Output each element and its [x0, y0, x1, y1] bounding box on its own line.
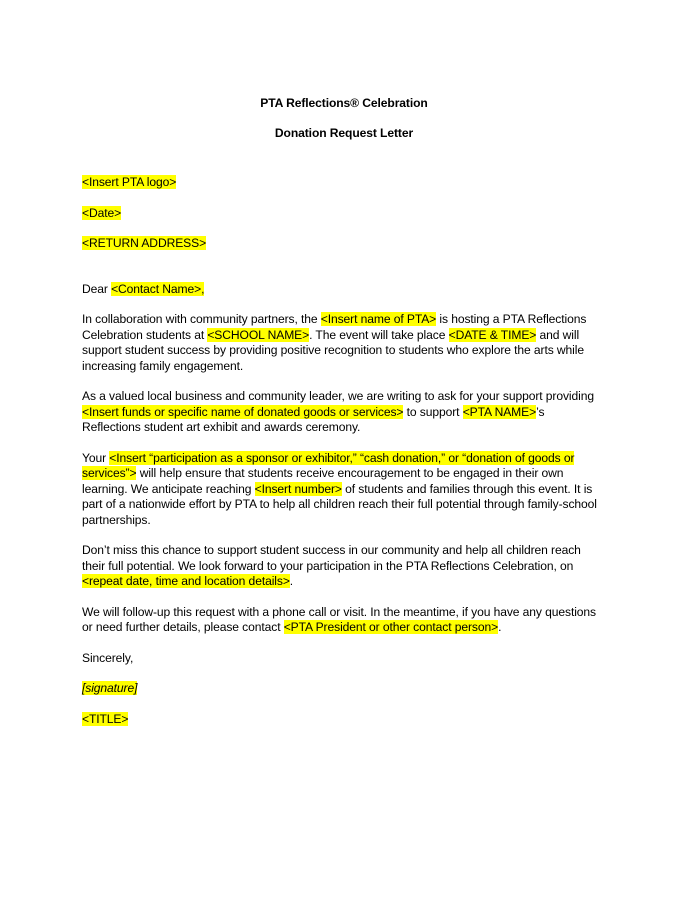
paragraph-text: . — [498, 620, 502, 634]
pta-name-placeholder: <Insert name of PTA> — [320, 312, 437, 326]
title-line — [82, 712, 606, 728]
paragraph-call-to-action — [82, 543, 606, 590]
paragraph-text: to support — [403, 404, 463, 419]
school-name-placeholder: <SCHOOL NAME> — [207, 327, 310, 342]
paragraph-intro — [82, 312, 606, 374]
date-placeholder: <Date> — [82, 205, 122, 220]
contact-name-placeholder: <Contact Name>, — [111, 281, 205, 296]
document-subtitle: Donation Request Letter — [274, 125, 414, 140]
paragraph-text: and will support student success by providing positive recognition to students who explore the arts while increasing family engagement. — [82, 327, 584, 373]
repeat-details-placeholder: <repeat date, time and location details> — [82, 574, 290, 588]
signature-line — [82, 681, 606, 697]
return-address-placeholder: <RETURN ADDRESS> — [82, 236, 207, 250]
salutation — [82, 282, 606, 298]
contact-person-placeholder: <PTA President or other contact person> — [283, 620, 499, 634]
paragraph-text: We will follow-up this request with a phone call or visit. In the meantime, if you have any questions or need further details, please contact — [82, 604, 597, 634]
return-address-line — [82, 236, 606, 252]
signature-placeholder: [signature] — [82, 681, 138, 695]
document-title: PTA Reflections® Celebration — [260, 96, 428, 110]
donation-placeholder: <Insert funds or specific name of donated goods or services> — [82, 404, 404, 419]
paragraph-text: . — [289, 574, 294, 588]
paragraph-request — [82, 389, 606, 436]
paragraph-text: In collaboration with community partners, the — [82, 312, 321, 326]
closing: Sincerely, — [82, 650, 134, 665]
paragraph-text: Don’t miss this chance to support student success in our community and help all children reach their full potential. We look forward to your participation in the PTA Reflections Celebration, on — [82, 543, 581, 573]
logo-placeholder: <Insert PTA logo> — [82, 175, 177, 189]
participation-placeholder: <Insert “participation as a sponsor or exhibitor,” “cash donation,” or “donation of goods or services”> — [82, 450, 575, 480]
date-placeholder-line — [82, 206, 606, 222]
paragraph-text: As a valued local business and community leader, we are writing to ask for your support providing — [82, 389, 594, 403]
paragraph-text: ’s Reflections student art exhibit and awards ceremony. — [82, 404, 545, 434]
logo-placeholder-line — [82, 175, 606, 191]
number-placeholder: <Insert number> — [254, 481, 342, 496]
letter-body — [82, 96, 606, 727]
paragraph-text: of students and families through this event. It is part of a nationwide effort by PTA to help all children reach their full potential through family-school partnerships. — [82, 481, 597, 527]
pta-name-caps-placeholder: <PTA NAME> — [462, 404, 537, 419]
paragraph-impact — [82, 451, 606, 529]
salutation-prefix: Dear — [82, 281, 112, 296]
paragraph-follow-up — [82, 605, 606, 636]
paragraph-text: is hosting a PTA Reflections Celebration students at — [82, 312, 587, 342]
paragraph-text: Your — [82, 450, 110, 465]
date-time-placeholder: <DATE & TIME> — [448, 327, 537, 342]
paragraph-text: . The event will take place — [309, 327, 449, 342]
paragraph-text: will help ensure that students receive encouragement to be engaged in their own learning. We anticipate reaching — [82, 466, 564, 496]
title-placeholder: <TITLE> — [82, 711, 129, 726]
